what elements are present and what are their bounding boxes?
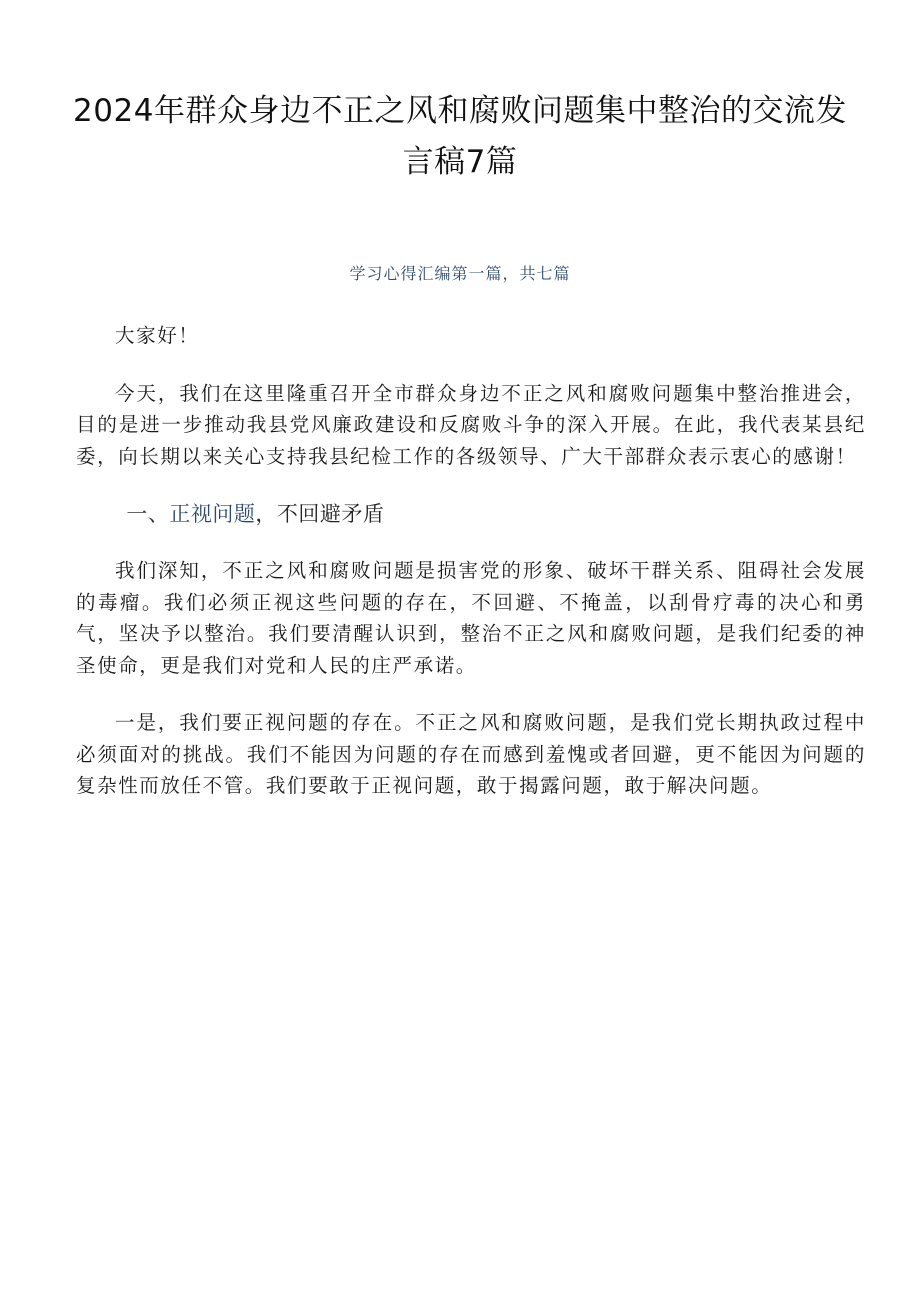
intro-paragraph: 今天，我们在这里隆重召开全市群众身边不正之风和腐败问题集中整治推进会，目的是进一步推动我县党风廉政建设和反腐败斗争的深入开展。在此，我代表某县纪委，向长期以来关心支持我县纪检工作的各级领导、广大干部群众表示衷心的感谢！: [76, 381, 866, 468]
document-body: [76, 320, 866, 828]
section-heading: [76, 498, 866, 530]
section-heading-number: 一、: [126, 502, 170, 526]
section-paragraph: 我们深知，不正之风和腐败问题是损害党的形象、破坏干群关系、阻碍社会发展的毒瘤。我们必须正视这些问题的存在，不回避、不掩盖，以刮骨疗毒的决心和勇气，坚决予以整治。我们要清醒认识到，整治不正之风和腐败问题，是我们纪委的神圣使命，更是我们对党和人民的庄严承诺。: [76, 559, 866, 677]
section-heading-highlight: 正视问题: [169, 502, 256, 526]
section-paragraph: 一是，我们要正视问题的存在。不正之风和腐败问题，是我们党长期执政过程中必须面对的挑战。我们不能因为问题的存在而感到羞愧或者回避，更不能因为问题的复杂性而放任不管。我们要敢于正视问题，敢于揭露问题，敢于解决问题。: [76, 711, 866, 797]
section-heading-rest: ，不回避矛盾: [255, 502, 385, 526]
greeting-paragraph: 大家好！: [115, 324, 200, 347]
document-subtitle: 学习心得汇编第一篇，共七篇: [349, 264, 571, 283]
document-title: 2024年群众身边不正之风和腐败问题集中整治的交流发言稿7篇: [73, 93, 847, 180]
